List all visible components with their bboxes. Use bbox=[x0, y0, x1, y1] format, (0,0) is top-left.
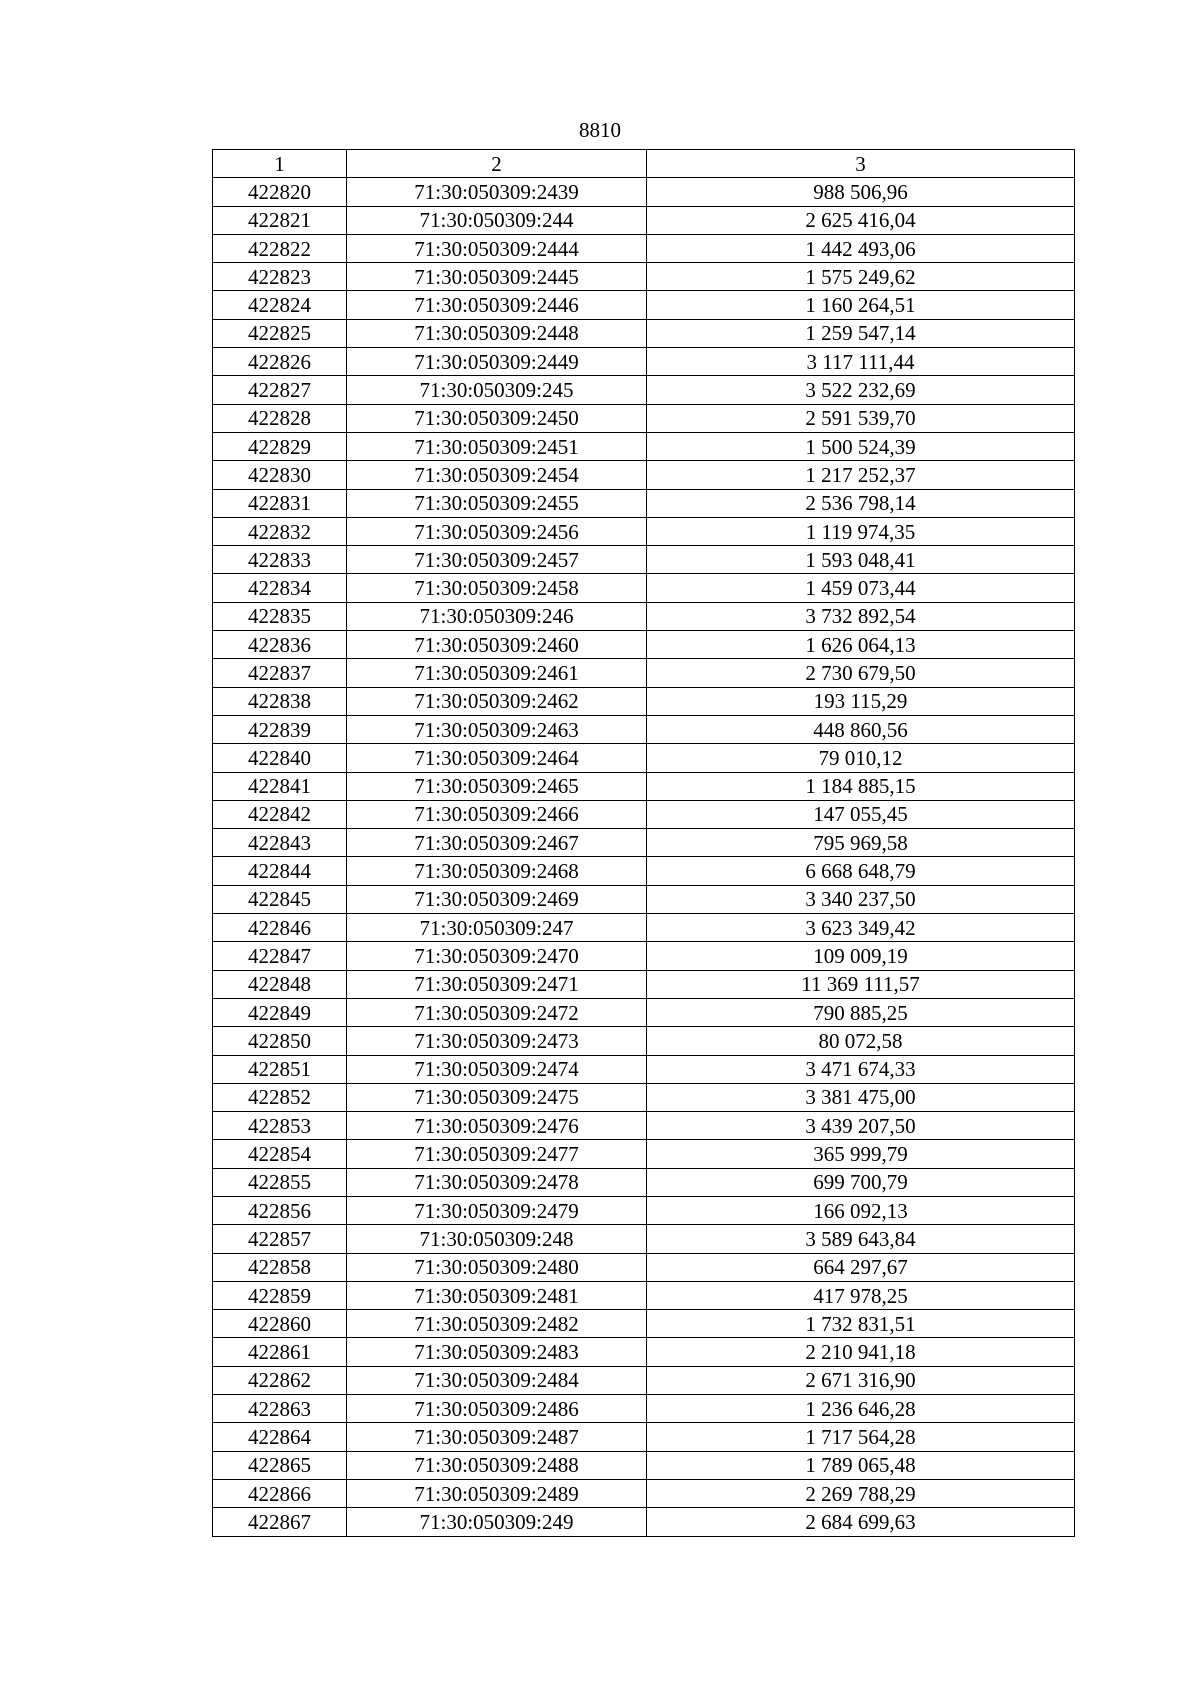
cadastral-number-cell: 71:30:050309:2486 bbox=[347, 1395, 647, 1423]
row-number-cell: 422825 bbox=[213, 319, 347, 347]
table-row bbox=[213, 998, 1075, 1026]
cadastral-number-cell: 71:30:050309:2472 bbox=[347, 998, 647, 1026]
value-cell: 417 978,25 bbox=[647, 1281, 1075, 1309]
value-cell: 3 340 237,50 bbox=[647, 885, 1075, 913]
cadastral-number-cell: 71:30:050309:2458 bbox=[347, 574, 647, 602]
cadastral-number-cell: 71:30:050309:2471 bbox=[347, 970, 647, 998]
row-number-cell: 422834 bbox=[213, 574, 347, 602]
table-row bbox=[213, 1083, 1075, 1111]
table-row bbox=[213, 1479, 1075, 1507]
column-header-1: 1 bbox=[213, 150, 347, 178]
cadastral-number-cell: 71:30:050309:2475 bbox=[347, 1083, 647, 1111]
value-cell: 1 236 646,28 bbox=[647, 1395, 1075, 1423]
table-row bbox=[213, 263, 1075, 291]
page-number: 8810 bbox=[579, 118, 621, 142]
value-cell: 79 010,12 bbox=[647, 744, 1075, 772]
value-cell: 2 210 941,18 bbox=[647, 1338, 1075, 1366]
value-cell: 1 732 831,51 bbox=[647, 1310, 1075, 1338]
value-cell: 448 860,56 bbox=[647, 715, 1075, 743]
value-cell: 1 626 064,13 bbox=[647, 631, 1075, 659]
value-cell: 3 522 232,69 bbox=[647, 376, 1075, 404]
cadastral-number-cell: 71:30:050309:2444 bbox=[347, 234, 647, 262]
table-row bbox=[213, 234, 1075, 262]
row-number-cell: 422867 bbox=[213, 1508, 347, 1536]
table-row bbox=[213, 404, 1075, 432]
row-number-cell: 422842 bbox=[213, 800, 347, 828]
cadastral-number-cell: 71:30:050309:2473 bbox=[347, 1027, 647, 1055]
table-row bbox=[213, 1508, 1075, 1536]
value-cell: 1 184 885,15 bbox=[647, 772, 1075, 800]
cadastral-number-cell: 71:30:050309:245 bbox=[347, 376, 647, 404]
row-number-cell: 422836 bbox=[213, 631, 347, 659]
value-cell: 3 732 892,54 bbox=[647, 602, 1075, 630]
table-row bbox=[213, 800, 1075, 828]
value-cell: 3 471 674,33 bbox=[647, 1055, 1075, 1083]
value-cell: 166 092,13 bbox=[647, 1196, 1075, 1224]
value-cell: 2 591 539,70 bbox=[647, 404, 1075, 432]
value-cell: 988 506,96 bbox=[647, 178, 1075, 206]
row-number-cell: 422820 bbox=[213, 178, 347, 206]
table-row bbox=[213, 914, 1075, 942]
value-cell: 3 589 643,84 bbox=[647, 1225, 1075, 1253]
cadastral-number-cell: 71:30:050309:2466 bbox=[347, 800, 647, 828]
value-cell: 1 789 065,48 bbox=[647, 1451, 1075, 1479]
cadastral-number-cell: 71:30:050309:2465 bbox=[347, 772, 647, 800]
cadastral-number-cell: 71:30:050309:2467 bbox=[347, 829, 647, 857]
row-number-cell: 422830 bbox=[213, 461, 347, 489]
row-number-cell: 422858 bbox=[213, 1253, 347, 1281]
table-row bbox=[213, 546, 1075, 574]
table-row bbox=[213, 772, 1075, 800]
cadastral-number-cell: 71:30:050309:2470 bbox=[347, 942, 647, 970]
value-cell: 1 119 974,35 bbox=[647, 517, 1075, 545]
row-number-cell: 422847 bbox=[213, 942, 347, 970]
table-row bbox=[213, 1196, 1075, 1224]
cadastral-number-cell: 71:30:050309:248 bbox=[347, 1225, 647, 1253]
cadastral-number-cell: 71:30:050309:2482 bbox=[347, 1310, 647, 1338]
table-row bbox=[213, 970, 1075, 998]
cadastral-number-cell: 71:30:050309:246 bbox=[347, 602, 647, 630]
table-row bbox=[213, 1281, 1075, 1309]
row-number-cell: 422863 bbox=[213, 1395, 347, 1423]
cadastral-number-cell: 71:30:050309:2468 bbox=[347, 857, 647, 885]
cadastral-number-cell: 71:30:050309:2489 bbox=[347, 1479, 647, 1507]
cadastral-number-cell: 71:30:050309:2469 bbox=[347, 885, 647, 913]
value-cell: 2 625 416,04 bbox=[647, 206, 1075, 234]
table-row bbox=[213, 1423, 1075, 1451]
row-number-cell: 422865 bbox=[213, 1451, 347, 1479]
row-number-cell: 422845 bbox=[213, 885, 347, 913]
cadastral-number-cell: 71:30:050309:2448 bbox=[347, 319, 647, 347]
value-cell: 2 730 679,50 bbox=[647, 659, 1075, 687]
row-number-cell: 422852 bbox=[213, 1083, 347, 1111]
row-number-cell: 422839 bbox=[213, 715, 347, 743]
value-cell: 2 684 699,63 bbox=[647, 1508, 1075, 1536]
row-number-cell: 422831 bbox=[213, 489, 347, 517]
value-cell: 2 536 798,14 bbox=[647, 489, 1075, 517]
row-number-cell: 422856 bbox=[213, 1196, 347, 1224]
row-number-cell: 422853 bbox=[213, 1112, 347, 1140]
row-number-cell: 422841 bbox=[213, 772, 347, 800]
value-cell: 365 999,79 bbox=[647, 1140, 1075, 1168]
cadastral-number-cell: 71:30:050309:2476 bbox=[347, 1112, 647, 1140]
cadastral-number-cell: 71:30:050309:2457 bbox=[347, 546, 647, 574]
cadastral-number-cell: 71:30:050309:2451 bbox=[347, 432, 647, 460]
value-cell: 2 671 316,90 bbox=[647, 1366, 1075, 1394]
table-row bbox=[213, 1395, 1075, 1423]
row-number-cell: 422838 bbox=[213, 687, 347, 715]
cadastral-number-cell: 71:30:050309:2481 bbox=[347, 1281, 647, 1309]
value-cell: 1 459 073,44 bbox=[647, 574, 1075, 602]
value-cell: 1 160 264,51 bbox=[647, 291, 1075, 319]
column-header-3: 3 bbox=[647, 150, 1075, 178]
value-cell: 790 885,25 bbox=[647, 998, 1075, 1026]
row-number-cell: 422821 bbox=[213, 206, 347, 234]
table-row bbox=[213, 602, 1075, 630]
cadastral-number-cell: 71:30:050309:2477 bbox=[347, 1140, 647, 1168]
table-row bbox=[213, 1055, 1075, 1083]
row-number-cell: 422848 bbox=[213, 970, 347, 998]
cadastral-number-cell: 71:30:050309:2479 bbox=[347, 1196, 647, 1224]
row-number-cell: 422859 bbox=[213, 1281, 347, 1309]
table-row bbox=[213, 1451, 1075, 1479]
value-cell: 1 442 493,06 bbox=[647, 234, 1075, 262]
table-row bbox=[213, 1366, 1075, 1394]
value-cell: 699 700,79 bbox=[647, 1168, 1075, 1196]
cadastral-number-cell: 71:30:050309:2456 bbox=[347, 517, 647, 545]
table-row bbox=[213, 517, 1075, 545]
value-cell: 11 369 111,57 bbox=[647, 970, 1075, 998]
table-row bbox=[213, 489, 1075, 517]
value-cell: 795 969,58 bbox=[647, 829, 1075, 857]
row-number-cell: 422857 bbox=[213, 1225, 347, 1253]
table-row bbox=[213, 829, 1075, 857]
row-number-cell: 422822 bbox=[213, 234, 347, 262]
cadastral-number-cell: 71:30:050309:2462 bbox=[347, 687, 647, 715]
table-row bbox=[213, 659, 1075, 687]
row-number-cell: 422866 bbox=[213, 1479, 347, 1507]
cadastral-number-cell: 71:30:050309:249 bbox=[347, 1508, 647, 1536]
data-table bbox=[212, 149, 1075, 1537]
table-row bbox=[213, 1140, 1075, 1168]
row-number-cell: 422849 bbox=[213, 998, 347, 1026]
cadastral-number-cell: 71:30:050309:2478 bbox=[347, 1168, 647, 1196]
table-row bbox=[213, 1310, 1075, 1338]
table-row bbox=[213, 715, 1075, 743]
cadastral-number-cell: 71:30:050309:2460 bbox=[347, 631, 647, 659]
value-cell: 80 072,58 bbox=[647, 1027, 1075, 1055]
row-number-cell: 422826 bbox=[213, 348, 347, 376]
row-number-cell: 422840 bbox=[213, 744, 347, 772]
table-row bbox=[213, 432, 1075, 460]
table-row bbox=[213, 1112, 1075, 1140]
row-number-cell: 422855 bbox=[213, 1168, 347, 1196]
value-cell: 1 593 048,41 bbox=[647, 546, 1075, 574]
value-cell: 3 117 111,44 bbox=[647, 348, 1075, 376]
table-row bbox=[213, 1253, 1075, 1281]
value-cell: 664 297,67 bbox=[647, 1253, 1075, 1281]
cadastral-number-cell: 71:30:050309:2449 bbox=[347, 348, 647, 376]
row-number-cell: 422844 bbox=[213, 857, 347, 885]
row-number-cell: 422843 bbox=[213, 829, 347, 857]
cadastral-number-cell: 71:30:050309:2464 bbox=[347, 744, 647, 772]
table-row bbox=[213, 1225, 1075, 1253]
table-row bbox=[213, 178, 1075, 206]
table-row bbox=[213, 1338, 1075, 1366]
row-number-cell: 422850 bbox=[213, 1027, 347, 1055]
row-number-cell: 422828 bbox=[213, 404, 347, 432]
value-cell: 2 269 788,29 bbox=[647, 1479, 1075, 1507]
value-cell: 1 500 524,39 bbox=[647, 432, 1075, 460]
table-row bbox=[213, 376, 1075, 404]
table-row bbox=[213, 291, 1075, 319]
table-body bbox=[213, 178, 1075, 1536]
value-cell: 6 668 648,79 bbox=[647, 857, 1075, 885]
row-number-cell: 422835 bbox=[213, 602, 347, 630]
row-number-cell: 422860 bbox=[213, 1310, 347, 1338]
row-number-cell: 422854 bbox=[213, 1140, 347, 1168]
table-row bbox=[213, 319, 1075, 347]
table-row bbox=[213, 461, 1075, 489]
value-cell: 1 575 249,62 bbox=[647, 263, 1075, 291]
value-cell: 1 717 564,28 bbox=[647, 1423, 1075, 1451]
table-row bbox=[213, 687, 1075, 715]
table-row bbox=[213, 206, 1075, 234]
row-number-cell: 422861 bbox=[213, 1338, 347, 1366]
table-row bbox=[213, 1027, 1075, 1055]
value-cell: 3 439 207,50 bbox=[647, 1112, 1075, 1140]
column-header-2: 2 bbox=[347, 150, 647, 178]
value-cell: 147 055,45 bbox=[647, 800, 1075, 828]
row-number-cell: 422823 bbox=[213, 263, 347, 291]
table-row bbox=[213, 885, 1075, 913]
cadastral-number-cell: 71:30:050309:2454 bbox=[347, 461, 647, 489]
cadastral-number-cell: 71:30:050309:2463 bbox=[347, 715, 647, 743]
value-cell: 1 217 252,37 bbox=[647, 461, 1075, 489]
value-cell: 1 259 547,14 bbox=[647, 319, 1075, 347]
value-cell: 3 381 475,00 bbox=[647, 1083, 1075, 1111]
row-number-cell: 422824 bbox=[213, 291, 347, 319]
cadastral-number-cell: 71:30:050309:2455 bbox=[347, 489, 647, 517]
row-number-cell: 422832 bbox=[213, 517, 347, 545]
row-number-cell: 422829 bbox=[213, 432, 347, 460]
cadastral-number-cell: 71:30:050309:2483 bbox=[347, 1338, 647, 1366]
cadastral-number-cell: 71:30:050309:247 bbox=[347, 914, 647, 942]
cadastral-number-cell: 71:30:050309:2446 bbox=[347, 291, 647, 319]
value-cell: 109 009,19 bbox=[647, 942, 1075, 970]
value-cell: 193 115,29 bbox=[647, 687, 1075, 715]
table-row bbox=[213, 744, 1075, 772]
row-number-cell: 422851 bbox=[213, 1055, 347, 1083]
cadastral-number-cell: 71:30:050309:2487 bbox=[347, 1423, 647, 1451]
cadastral-number-cell: 71:30:050309:2461 bbox=[347, 659, 647, 687]
row-number-cell: 422846 bbox=[213, 914, 347, 942]
cadastral-number-cell: 71:30:050309:2474 bbox=[347, 1055, 647, 1083]
table-row bbox=[213, 574, 1075, 602]
table-row bbox=[213, 942, 1075, 970]
table-row bbox=[213, 348, 1075, 376]
cadastral-number-cell: 71:30:050309:2480 bbox=[347, 1253, 647, 1281]
row-number-cell: 422833 bbox=[213, 546, 347, 574]
cadastral-number-cell: 71:30:050309:2439 bbox=[347, 178, 647, 206]
cadastral-number-cell: 71:30:050309:2450 bbox=[347, 404, 647, 432]
row-number-cell: 422864 bbox=[213, 1423, 347, 1451]
cadastral-number-cell: 71:30:050309:244 bbox=[347, 206, 647, 234]
row-number-cell: 422837 bbox=[213, 659, 347, 687]
table-row bbox=[213, 857, 1075, 885]
row-number-cell: 422827 bbox=[213, 376, 347, 404]
value-cell: 3 623 349,42 bbox=[647, 914, 1075, 942]
row-number-cell: 422862 bbox=[213, 1366, 347, 1394]
table-row bbox=[213, 1168, 1075, 1196]
cadastral-number-cell: 71:30:050309:2445 bbox=[347, 263, 647, 291]
table-header-row bbox=[213, 150, 1075, 178]
table-row bbox=[213, 631, 1075, 659]
cadastral-number-cell: 71:30:050309:2488 bbox=[347, 1451, 647, 1479]
cadastral-number-cell: 71:30:050309:2484 bbox=[347, 1366, 647, 1394]
